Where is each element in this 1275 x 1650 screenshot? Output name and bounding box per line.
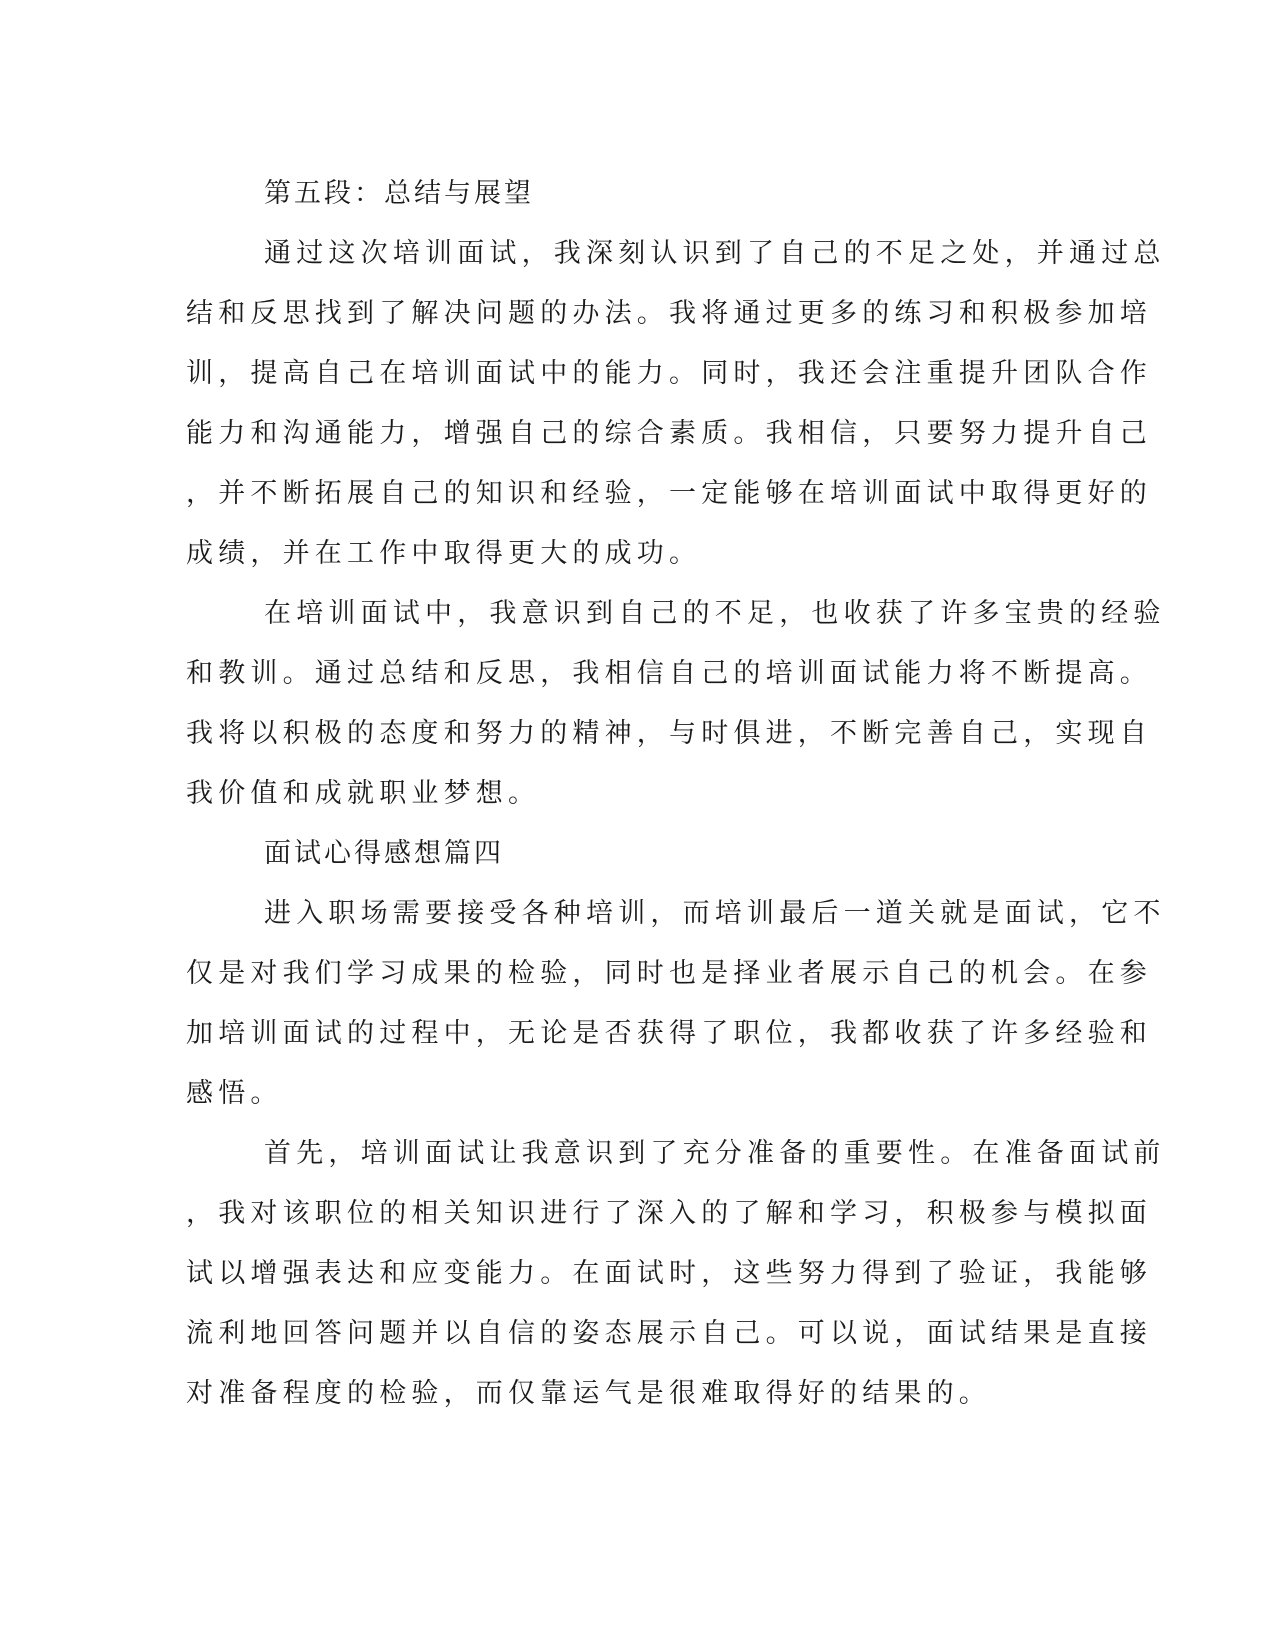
paragraph-line: 感悟。 — [186, 1078, 283, 1109]
paragraph-line: 我价值和成就职业梦想。 — [186, 778, 541, 809]
section-heading: 第五段：总结与展望 — [264, 178, 534, 209]
paragraph-line: 和教训。通过总结和反思，我相信自己的培训面试能力将不断提高。 — [186, 658, 1152, 689]
paragraph-line: 对准备程度的检验，而仅靠运气是很难取得好的结果的。 — [186, 1378, 991, 1409]
paragraph-line: 流利地回答问题并以自信的姿态展示自己。可以说，面试结果是直接 — [186, 1318, 1152, 1349]
paragraph-line: 试以增强表达和应变能力。在面试时，这些努力得到了验证，我能够 — [186, 1258, 1152, 1289]
paragraph-line: 在培训面试中，我意识到自己的不足，也收获了许多宝贵的经验 — [264, 598, 1166, 629]
paragraph-line: 能力和沟通能力，增强自己的综合素质。我相信，只要努力提升自己 — [186, 418, 1152, 449]
paragraph-line: 我将以积极的态度和努力的精神，与时俱进，不断完善自己，实现自 — [186, 718, 1152, 749]
paragraph-line: 首先，培训面试让我意识到了充分准备的重要性。在准备面试前 — [264, 1138, 1166, 1169]
paragraph-line: 通过这次培训面试，我深刻认识到了自己的不足之处，并通过总 — [264, 238, 1166, 269]
paragraph-line: ，我对该职位的相关知识进行了深入的了解和学习，积极参与模拟面 — [186, 1198, 1152, 1229]
paragraph-line: 结和反思找到了解决问题的办法。我将通过更多的练习和积极参加培 — [186, 298, 1152, 329]
paragraph-line: 加培训面试的过程中，无论是否获得了职位，我都收获了许多经验和 — [186, 1018, 1152, 1049]
paragraph-line: 成绩，并在工作中取得更大的成功。 — [186, 538, 702, 569]
paragraph-line: 训，提高自己在培训面试中的能力。同时，我还会注重提升团队合作 — [186, 358, 1152, 389]
paragraph-line: ，并不断拓展自己的知识和经验，一定能够在培训面试中取得更好的 — [186, 478, 1152, 509]
document-body — [186, 164, 1166, 1424]
section-heading: 面试心得感想篇四 — [264, 838, 504, 869]
paragraph-line: 仅是对我们学习成果的检验，同时也是择业者展示自己的机会。在参 — [186, 958, 1152, 989]
paragraph-line: 进入职场需要接受各种培训，而培训最后一道关就是面试，它不 — [264, 898, 1166, 929]
